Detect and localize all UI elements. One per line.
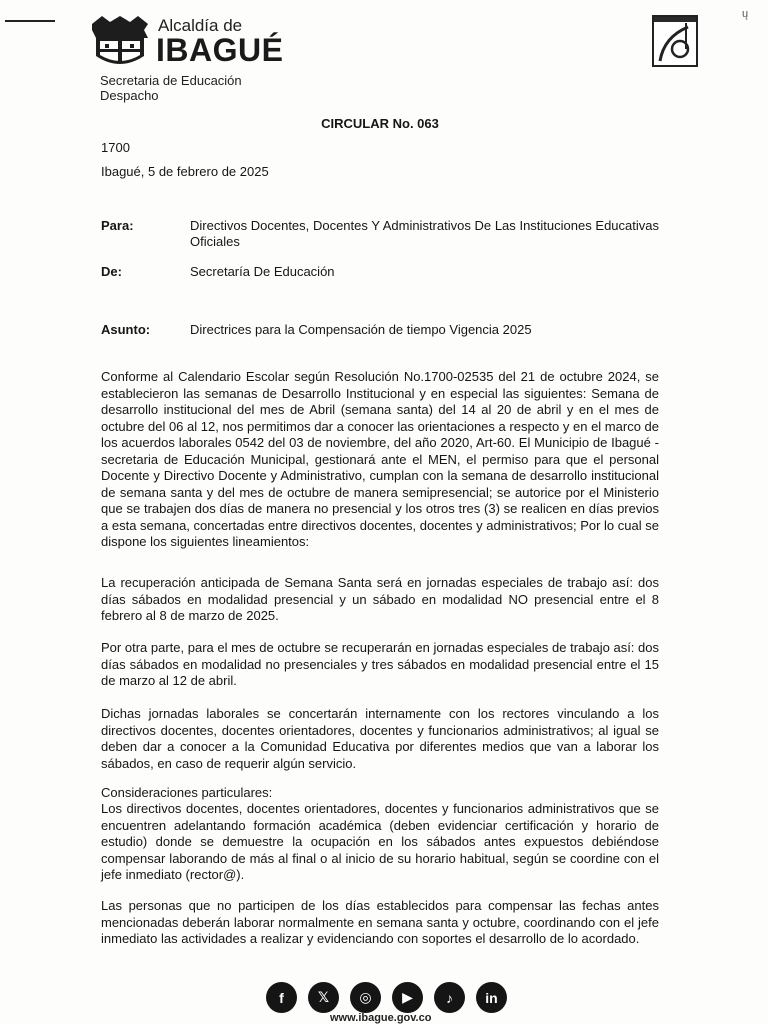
to-value: Directivos Docentes, Docentes Y Administrativos De Las Instituciones Educativas Oficiales <box>190 218 659 249</box>
paragraph-1: Conforme al Calendario Escolar según Resolución No.1700-02535 del 21 de octubre 2024, se establecieron las semanas de Desarrollo Institucional y en especial las siguientes: Semana de desarrollo institucional del mes de Abril (semana santa) del 14 al 20 de abril y en el mes de octubre del 06 al 12, nos permitimos dar a conocer las orientaciones a respecto y en el marco de los acuerdos laborales 0542 del 03 de noviembre, del año 2020, Art-60. El Municipio de Ibagué - secretaria de Educación Municipal, gestionará ante el MEN, el permiso para que el personal Docente y Directivo Docente y Administrativo, cumplan con la semana de desarrollo institucional de semana santa y del mes de octubre de manera semipresencial; se autorice por el Ministerio que se trabajen dos días de manera no presencial y los otros tres (3) se realicen en días previos a esta semana, concertadas entre directivos docentes, docentes y administrativos; Por lo cual se dispone los siguientes lineamientos: <box>101 369 659 549</box>
subject-value: Directrices para la Compensación de tiempo Vigencia 2025 <box>190 322 532 337</box>
website-link[interactable]: www.ibague.gov.co <box>330 1012 432 1024</box>
department-line-2: Despacho <box>100 88 159 103</box>
instagram-icon[interactable]: ◎ <box>350 982 381 1013</box>
logo-line-1: Alcaldía de <box>158 16 243 35</box>
x-icon[interactable]: 𝕏 <box>308 982 339 1013</box>
alcaldia-logo <box>88 14 284 72</box>
from-value: Secretaría De Educación <box>190 264 335 279</box>
document-title: CIRCULAR No. 063 <box>321 116 439 131</box>
to-label: Para: <box>101 218 134 233</box>
department <box>100 73 242 103</box>
document-code: 1700 <box>101 140 130 155</box>
from-label: De: <box>101 264 122 279</box>
social-links <box>266 982 516 1012</box>
tiktok-icon[interactable]: ♪ <box>434 982 465 1013</box>
education-logo-icon <box>652 15 698 67</box>
paragraph-3: Por otra parte, para el mes de octubre se recuperarán en jornadas especiales de trabajo así: dos días sábados en modalidad no presenciales y tres sábados en modalidad presencial entre el 15 de marzo al 12 de abril. <box>101 640 659 688</box>
paragraph-2: La recuperación anticipada de Semana Santa será en jornadas especiales de trabajo así: dos días sábados en modalidad presencial y un sábado en modalidad NO presencial entre el 8 febrero al 8 de marzo de 2025. <box>101 575 659 623</box>
paragraph-5: Los directivos docentes, docentes orientadores, docentes y funcionarios administrativos que se encuentren adelantando formación académica (deben evidenciar certificación y horario de estudio) donde se demuestre la ocupación en los sábados antes expuestos debiéndose compensar laborando de más al final o al inicio de su horario habitual, según se coordine con el jefe inmediato (rector@). <box>101 801 659 882</box>
linkedin-icon[interactable]: in <box>476 982 507 1013</box>
subject-label: Asunto: <box>101 322 151 337</box>
youtube-icon[interactable]: ▶ <box>392 982 423 1013</box>
crest-icon <box>88 14 152 72</box>
corner-mark: ų <box>742 8 749 20</box>
department-line-1: Secretaria de Educación <box>100 73 242 88</box>
logo-line-2: IBAGUÉ <box>156 32 284 68</box>
considerations-heading: Consideraciones particulares: <box>101 785 273 800</box>
facebook-icon[interactable]: f <box>266 982 297 1013</box>
paragraph-4: Dichas jornadas laborales se concertarán internamente con los rectores vinculando a los directivos docentes, docentes orientadores, docentes y funcionarios administrativos; al igual se deben dar a conocer a la Comunidad Educativa por diferentes medios que van a laborar los sábados, en caso de requerir algún servicio. <box>101 706 659 771</box>
document-date: Ibagué, 5 de febrero de 2025 <box>101 164 269 179</box>
header-rule <box>5 20 55 22</box>
paragraph-6: Las personas que no participen de los días establecidos para compensar las fechas antes mencionadas deberán laborar normalmente en semana santa y octubre, coordinando con el jefe inmediato las actividades a realizar y evidenciando con soportes el desarrollo de lo acordado. <box>101 898 659 946</box>
